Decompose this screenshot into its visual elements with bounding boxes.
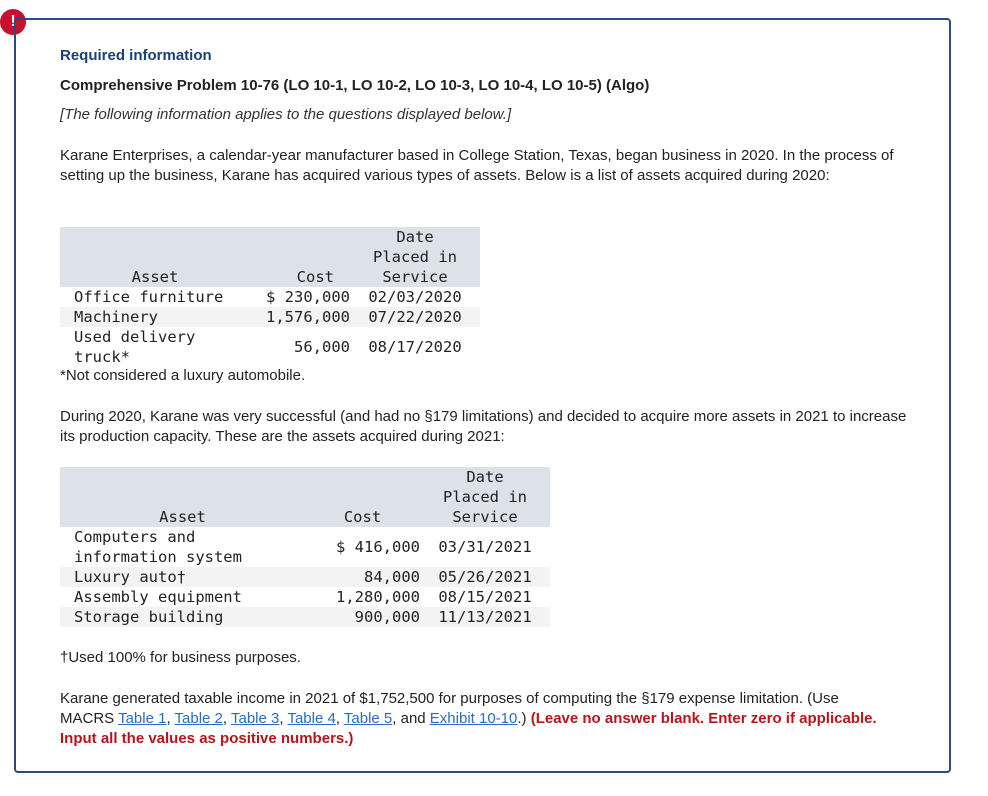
asset-date: 08/15/2021 — [438, 588, 532, 606]
problem-title: Comprehensive Problem 10-76 (LO 10-1, LO 10-2, LO 10-3, LO 10-4, LO 10-5) (Algo) — [60, 77, 650, 94]
asset-cost: 1,576,000 — [250, 307, 350, 327]
table-row — [60, 567, 550, 587]
footnote-2020: *Not considered a luxury automobile. — [60, 367, 306, 384]
asset-cost: 56,000 — [294, 338, 350, 356]
assets-2020-table — [60, 227, 480, 367]
asset-cost: 900,000 — [305, 607, 420, 627]
table-4-link[interactable]: Table 4 — [287, 710, 336, 727]
exhibit-10-10-link[interactable]: Exhibit 10-10 — [429, 710, 518, 727]
asset-cost: 84,000 — [305, 567, 420, 587]
asset-name: Luxury auto† — [60, 567, 305, 587]
table-row — [60, 307, 480, 327]
asset-cost: $ 416,000 — [336, 538, 420, 556]
table-1-link[interactable]: Table 1 — [118, 710, 167, 727]
header-date-l3: Service — [350, 267, 480, 287]
table-row — [60, 527, 550, 567]
asset-date: 11/13/2021 — [420, 607, 550, 627]
table-row — [60, 287, 480, 307]
header-date-l2: Placed in — [420, 487, 550, 507]
mid-paragraph: During 2020, Karane was very successful (and had no §179 limitations) and decided to acquire more assets in 2021 to increase its production capacity. These are the assets acquired during 2021: — [60, 408, 907, 445]
table-5-link[interactable]: Table 5 — [343, 710, 393, 727]
table-3-link[interactable]: Table 3 — [230, 710, 280, 727]
asset-date: 07/22/2020 — [350, 307, 480, 327]
alert-icon: ! — [0, 9, 26, 35]
footnote-2021: †Used 100% for business purposes. — [60, 649, 301, 666]
asset-date: 05/26/2021 — [420, 567, 550, 587]
header-date: Date — [420, 467, 550, 487]
intro-paragraph: Karane Enterprises, a calendar-year manufacturer based in College Station, Texas, began business in 2020. In the process of setting up the business, Karane has acquired various types of assets. Below is a list of assets acquired during 2020: — [60, 147, 894, 184]
asset-date: 02/03/2020 — [368, 288, 462, 306]
table-2-link[interactable]: Table 2 — [174, 710, 223, 727]
asset-cost: 1,280,000 — [336, 588, 420, 606]
header-date-l3: Service — [420, 507, 550, 527]
asset-name: Computers and information system — [74, 528, 242, 566]
asset-name: Assembly equipment — [74, 588, 242, 606]
asset-name: Storage building — [60, 607, 305, 627]
header-asset: Asset — [60, 267, 250, 287]
asset-date: 03/31/2021 — [438, 538, 532, 556]
asset-name: Used delivery truck* — [74, 328, 196, 366]
header-cost: Cost — [250, 267, 350, 287]
asset-date: 08/17/2020 — [368, 338, 462, 356]
header-date-l2: Placed in — [350, 247, 480, 267]
table-row — [60, 587, 550, 607]
header-cost: Cost — [305, 507, 420, 527]
header-asset: Asset — [60, 507, 305, 527]
required-heading: Required information — [60, 47, 212, 64]
table-row — [60, 607, 550, 627]
question-card — [14, 18, 951, 773]
answer-instruction: (Leave no answer blank. Enter zero if applicable. Input all the values as positive numbers.) — [60, 710, 877, 747]
table-row — [60, 327, 480, 367]
assets-2021-table — [60, 467, 550, 627]
asset-name: Office furniture — [74, 288, 224, 306]
asset-name: Machinery — [60, 307, 250, 327]
info-note: [The following information applies to the questions displayed below.] — [60, 106, 512, 123]
final-paragraph: Karane generated taxable income in 2021 of $1,752,500 for purposes of computing the §179 expense limitation. (Use MACRS Table 1, Table 2, Table 3, Table 4, Table 5, and Exhibit 10-10.) (Leave no answer blank. Enter zero if applicable. Input all the values as positive numbers.) — [60, 690, 877, 747]
asset-cost: $ 230,000 — [266, 288, 350, 306]
header-date: Date — [350, 227, 480, 247]
